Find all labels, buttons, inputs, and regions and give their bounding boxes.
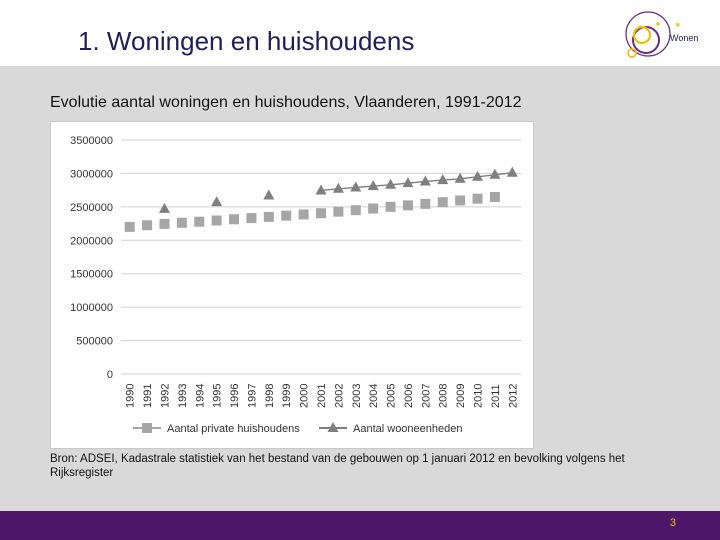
x-tick-label: 2012: [507, 383, 520, 408]
page-number: 3: [669, 517, 676, 529]
point-private-huishoudens: [299, 209, 309, 219]
chart-svg: [51, 122, 533, 448]
x-tick-label: 1995: [211, 383, 224, 408]
x-tick-label: 1997: [246, 383, 259, 408]
point-private-huishoudens: [194, 217, 204, 227]
point-private-huishoudens: [229, 214, 239, 224]
x-tick-label: 1996: [229, 383, 242, 408]
legend-label-wooneenheden: Aantal wooneenheden: [353, 423, 463, 435]
x-tick-label: 2002: [333, 383, 346, 408]
point-wooneenheden: [420, 175, 431, 185]
x-tick-label: 2006: [402, 383, 415, 408]
x-tick-label: 2011: [489, 384, 502, 408]
footer-bar: [0, 511, 720, 540]
y-tick-label: 2000000: [70, 235, 113, 248]
x-tick-label: 2004: [368, 383, 381, 408]
y-tick-label: 0: [106, 369, 113, 381]
source-note: Bron: ADSEI, Kadastrale statistiek van het bestand van de gebouwen op 1 januari 2012 en bevolking volgens het Rijksregister: [50, 453, 625, 479]
x-tick-label: 1994: [194, 383, 207, 408]
point-wooneenheden: [263, 189, 274, 199]
y-tick-label: 500000: [76, 335, 113, 348]
point-private-huishoudens: [386, 202, 396, 212]
x-tick-label: 1991: [142, 383, 155, 408]
point-private-huishoudens: [455, 196, 465, 206]
x-tick-label: 2009: [455, 383, 468, 408]
point-private-huishoudens: [333, 207, 343, 217]
y-tick-label: 1000000: [70, 302, 113, 315]
point-wooneenheden: [333, 183, 344, 193]
legend-marker-huishoudens: [142, 423, 152, 433]
point-private-huishoudens: [212, 215, 222, 225]
x-tick-label: 2007: [420, 383, 433, 408]
x-tick-label: 1993: [176, 383, 189, 408]
point-wooneenheden: [350, 181, 361, 191]
point-private-huishoudens: [490, 192, 500, 202]
x-tick-label: 2010: [472, 383, 485, 408]
series-line-wooneenheden: [321, 173, 512, 191]
y-tick-label: 1500000: [70, 268, 113, 281]
point-private-huishoudens: [368, 204, 378, 214]
logo-figure-icon: ✶: [674, 20, 682, 30]
x-tick-label: 1992: [159, 383, 172, 408]
point-private-huishoudens: [403, 200, 413, 210]
point-wooneenheden: [507, 167, 518, 177]
point-private-huishoudens: [351, 205, 361, 215]
point-wooneenheden: [437, 174, 448, 184]
y-tick-label: 2500000: [70, 201, 113, 214]
point-private-huishoudens: [177, 218, 187, 228]
point-wooneenheden: [211, 196, 222, 206]
point-private-huishoudens: [125, 222, 135, 232]
point-private-huishoudens: [159, 219, 169, 229]
x-tick-label: 1999: [281, 383, 294, 408]
x-tick-label: 2003: [350, 383, 363, 408]
x-tick-label: 1990: [124, 383, 137, 408]
point-private-huishoudens: [420, 199, 430, 209]
point-private-huishoudens: [473, 194, 483, 204]
x-tick-label: 2008: [437, 383, 450, 408]
x-tick-label: 2000: [298, 383, 311, 408]
x-tick-label: 2005: [385, 383, 398, 408]
legend-label-huishoudens: Aantal private huishoudens: [167, 423, 300, 435]
point-private-huishoudens: [142, 220, 152, 230]
point-private-huishoudens: [438, 197, 448, 207]
chart-container: [50, 121, 534, 449]
slide-title: 1. Woningen en huishoudens: [78, 26, 415, 56]
point-private-huishoudens: [264, 212, 274, 222]
logo-text: Wonen: [670, 33, 699, 43]
point-private-huishoudens: [281, 211, 291, 221]
point-wooneenheden: [159, 203, 170, 213]
y-tick-label: 3500000: [70, 135, 113, 147]
chart-subtitle: Evolutie aantal woningen en huishoudens, Vlaanderen, 1991-2012: [50, 94, 522, 111]
y-tick-label: 3000000: [70, 168, 113, 181]
point-private-huishoudens: [316, 208, 326, 218]
wonen-logo: [612, 6, 716, 64]
x-tick-label: 1998: [263, 383, 276, 408]
point-wooneenheden: [368, 180, 379, 190]
x-tick-label: 2001: [316, 383, 328, 408]
point-private-huishoudens: [246, 213, 256, 223]
